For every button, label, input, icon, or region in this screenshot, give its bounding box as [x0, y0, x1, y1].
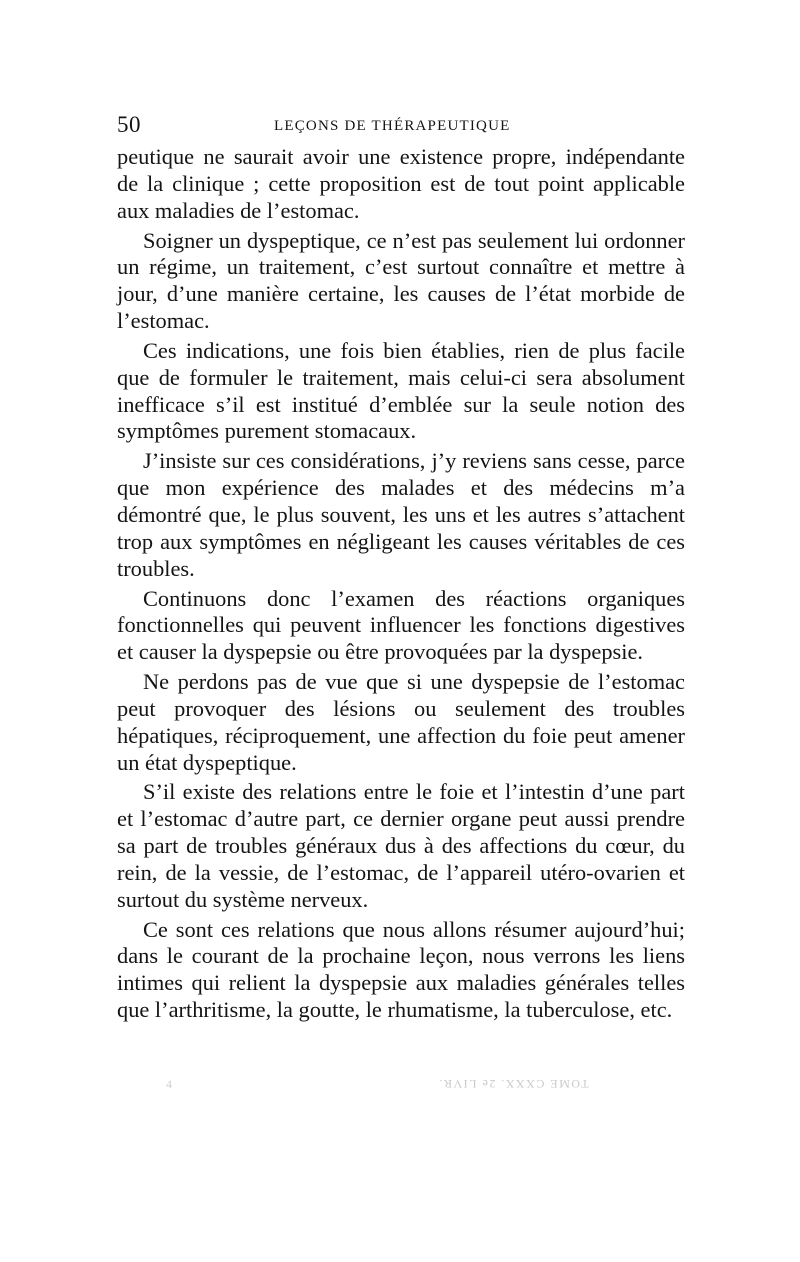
running-title: LEÇONS DE THÉRAPEUTIQUE — [274, 118, 511, 134]
paragraph-1: peutique ne saurait avoir une existence propre, indépendante de la clinique ; cette proposition est de tout point applicable aux maladies de l’estomac. — [117, 144, 685, 223]
paragraph-4: J’insiste sur ces considérations, j’y reviens sans cesse, parce que mon expérience des malades et des médecins m’a démontré que, le plus souvent, les uns et les autres s’attachent trop aux symptômes en négligeant les causes véritables de ces troubles. — [117, 448, 685, 581]
paragraph-5: Continuons donc l’examen des réactions organiques fonctionnelles qui peuvent influencer les fonctions digestives et causer la dyspepsie ou être provoquées par la dyspepsie. — [117, 585, 685, 665]
running-head — [117, 111, 684, 139]
page-number: 50 — [117, 112, 141, 137]
paragraph-3: Ces indications, une fois bien établies, rien de plus facile que de formuler le traitement, mais celui-ci sera absolument inefficace s’il est institué d’emblée sur la seule notion des symptômes purement stomacaux. — [117, 337, 685, 444]
body-text — [117, 144, 685, 1027]
paragraph-2: Soigner un dyspeptique, ce n’est pas seulement lui ordonner un régime, un traitement, c’est surtout connaître et mettre à jour, d’une manière certaine, les causes de l’état morbide de l’estomac. — [117, 227, 685, 334]
paragraph-8: Ce sont ces relations que nous allons résumer aujourd’hui; dans le courant de la prochaine leçon, nous verrons les liens intimes qui relient la dyspepsie aux maladies générales telles que l’arthritisme, la goutte, le rhumatisme, la tuberculose, etc. — [117, 916, 685, 1023]
paragraph-6: Ne perdons pas de vue que si une dyspepsie de l’estomac peut provoquer des lésions ou seulement des troubles hépatiques, réciproquement, une affection du foie peut amener un état dyspeptique. — [117, 669, 685, 775]
signature-mark: 4 — [166, 1077, 172, 1091]
paragraph-7: S’il existe des relations entre le foie et l’intestin d’une part et l’estomac d’autre part, ce dernier organe peut aussi prendre sa part de troubles généraux dus à des affections du cœur, du rein, de la vessie, de l’estomac, de l’appareil utéro-ovarien et surtout du système nerveux. — [117, 779, 685, 912]
bleed-through-signature: TOME CXXX. 2e LIVR. — [438, 1077, 589, 1091]
